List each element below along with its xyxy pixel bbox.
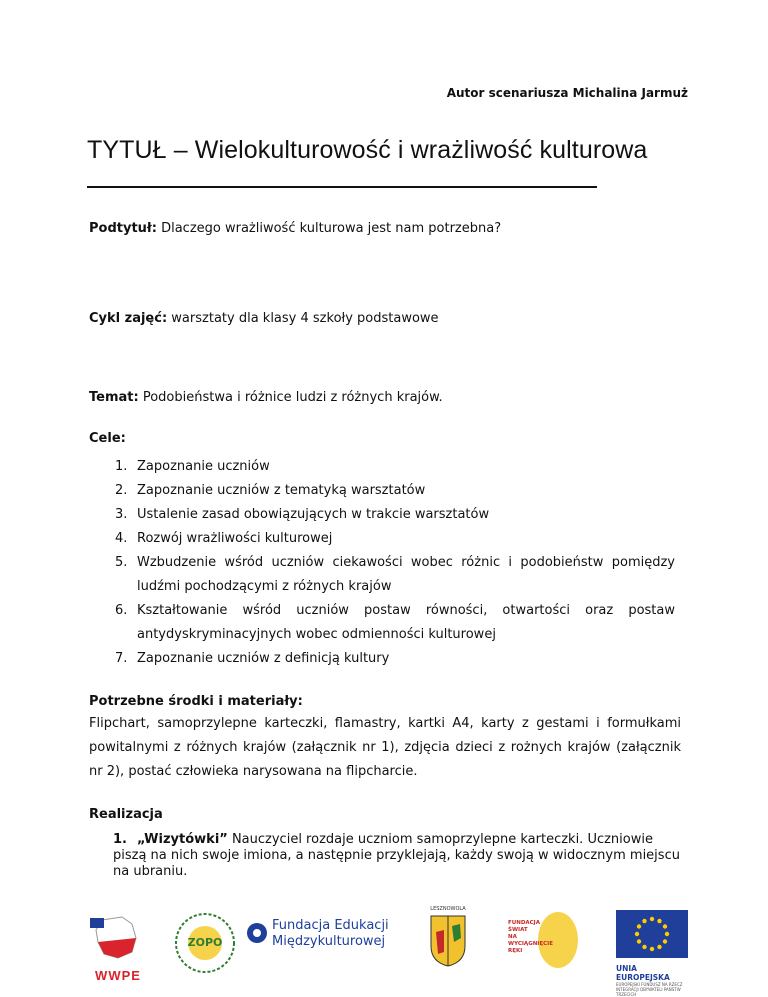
title-underline [87,186,597,188]
herb-label: LESZNOWOLA [430,906,466,912]
cycle-label: Cykl zajęć: [89,311,168,326]
realization-list [113,832,683,880]
goal-item: 6. Kształtowanie wśród uczniów postaw równości, otwartości oraz postaw antydyskryminacyjnych wobec odmienności kulturowej [115,603,675,642]
cycle-line [89,311,439,326]
subtitle-text: Dlaczego wrażliwość kulturowa jest nam potrzebna? [156,221,502,236]
fundacja-edukacji-logo [246,916,406,956]
fundacja-line1: Fundacja Edukacji [272,918,389,933]
goal-item: 7. Zapoznanie uczniów z definicją kultury [115,651,390,666]
realization-heading: Realizacja [89,807,163,822]
wwpe-label: WWPE [95,968,141,983]
topic-text: Podobieństwa i różnice ludzi z różnych krajów. [138,390,443,405]
topic-line [89,390,443,405]
eu-star [637,924,641,928]
goal-item: 5. Wzbudzenie wśród uczniów ciekawości wobec różnic i podobieństw pomiędzy ludźmi pochodzącymi z różnych krajów [115,555,675,594]
materials-text: Flipchart, samoprzylepne karteczki, flamastry, kartki A4, karty z gestami i formułkami powitalnymi z różnych krajów (załącznik nr 1), zdjęcia dzieci z rożnych krajów (załącznik nr 2), postać człowieka narysowana na flipcharcie. [89,716,681,779]
goals-list [115,455,675,671]
logos-footer [88,906,688,997]
eu-star [650,917,654,921]
eu-star [642,919,646,923]
author-line: Autor scenariusza Michalina Jarmuż [446,86,688,100]
swiat-fundacja-logo: FUNDACJA ŚWIAT NA WYCIĄGNIĘCIE RĘKI [508,912,578,974]
subtitle-line [89,221,501,236]
eu-star [665,932,669,936]
eu-sub1: EUROPEJSKI FUNDUSZ NA RZECZ [616,982,683,987]
document-title: TYTUŁ – Wielokulturowość i wrażliwość kulturowa [87,136,648,164]
eu-star [663,939,667,943]
materials-heading: Potrzebne środki i materiały: [89,694,303,709]
goal-item: 3. Ustalenie zasad obowiązujących w trakcie warsztatów [115,507,490,522]
eu-star [637,939,641,943]
coat-of-arms-icon [428,912,468,968]
cycle-text: warsztaty dla klasy 4 szkoły podstawowe [167,311,439,326]
eu-logo [616,910,688,997]
eu-star [663,924,667,928]
eu-star [642,945,646,949]
fundacja-line2: Międzykulturowej [272,934,386,949]
eu-flag-icon [616,910,688,958]
eu-title: UNIA EUROPEJSKA [616,964,670,982]
eu-star [657,945,661,949]
lesznowola-herb-logo [428,906,468,972]
goals-heading: Cele: [89,431,126,446]
zopo-label: ZOPO [187,936,223,949]
eu-sub2: INTEGRACJI OBYWATELI PAŃSTW TRZECICH [616,987,681,997]
goal-item: 4. Rozwój wrażliwości kulturowej [115,531,333,546]
realization-item: 1. „Wizytówki” Nauczyciel rozdaje uczniom samoprzylepne karteczki. Uczniowie piszą na nich swoje imiona, a następnie przyklejają, każdy swoją w widocznym miejscu na ubraniu. [113,832,680,879]
zopo-logo [174,912,236,974]
eu-star [650,947,654,951]
topic-label: Temat: [89,390,139,405]
goal-item: 1. Zapoznanie uczniów [115,459,270,474]
wwpe-logo [88,914,148,986]
eu-star [657,919,661,923]
eu-star [635,932,639,936]
goal-item: 2. Zapoznanie uczniów z tematyką warsztatów [115,483,426,498]
subtitle-label: Podtytuł: [89,221,157,236]
